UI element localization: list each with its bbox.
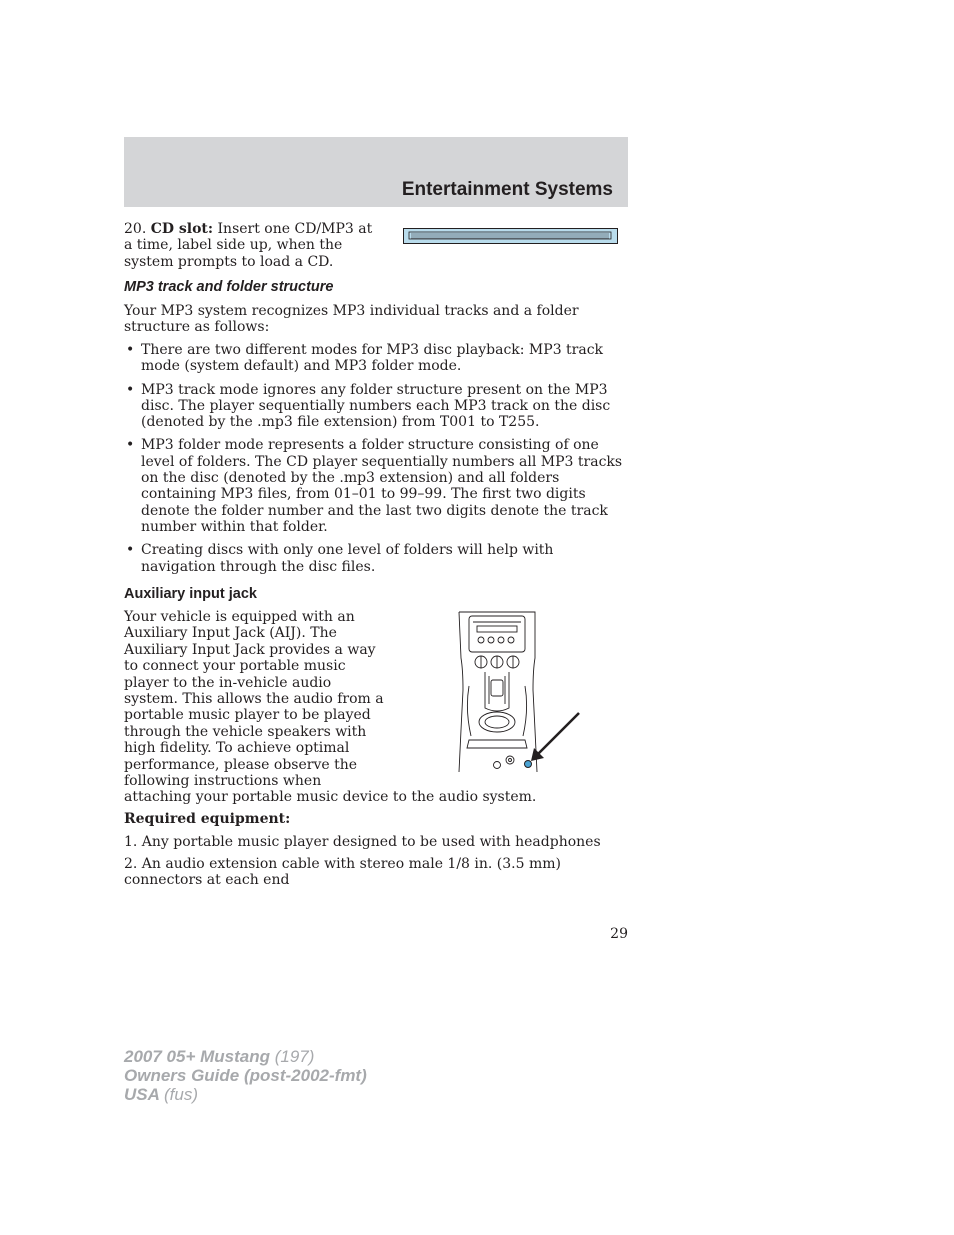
list-item: 2. An audio extension cable with stereo male 1/8 in. (3.5 mm) connectors at each end [124,856,562,889]
center-console-illustration [455,610,585,775]
section-title: Entertainment Systems [401,179,613,200]
footer-market-code: (fus) [164,1085,198,1104]
pointer-arrow-icon [531,713,579,761]
section-header-band [124,137,628,207]
mp3-section-heading: MP3 track and folder structure [124,279,334,295]
list-item: 1. Any portable music player designed to be used with headphones [124,834,601,850]
list-item-text: Creating discs with only one level of folders will help with navigation through the disc files. [141,542,554,575]
document-footer [124,1047,367,1104]
aux-paragraph: Your vehicle is equipped with an Auxiliary Input Jack (AIJ). The Auxiliary Input Jack provides a way to connect your portable music player to the in-vehicle audio system. This allows the audio from a portable music player to be played through the vehicle speakers with high fidelity. To achieve optimal performance, please observe the following instructions when [124,609,384,790]
footer-model-code: (197) [274,1047,315,1066]
footer-model: 2007 05+ Mustang [124,1047,270,1066]
required-equipment-label: Required equipment: [124,811,291,827]
cd-slot-text: Insert one CD/MP3 at a time, label side up, when the system prompts to load a CD. [124,221,373,270]
cd-slot-number: 20. [124,221,147,237]
cd-slot-description [124,221,379,270]
aux-jack-icon [525,761,532,768]
bullet-icon: • [126,381,135,398]
aux-section-heading: Auxiliary input jack [124,586,257,602]
list-item [124,542,630,575]
page-number: 29 [610,926,628,942]
list-item-text: MP3 track mode ignores any folder structure present on the MP3 disc. The player sequentially numbers each MP3 track on the disc (denoted by the .mp3 file extension) from T001 to T255. [141,381,611,431]
list-item [124,342,630,375]
mp3-intro-paragraph: Your MP3 system recognizes MP3 individual tracks and a folder structure as follows: [124,303,579,336]
footer-line-1 [124,1047,367,1066]
bullet-icon: • [126,542,135,559]
footer-line-3 [124,1085,367,1104]
aux-paragraph-continued: attaching your portable music device to the audio system. [124,789,537,805]
list-item [124,437,630,535]
cd-slot-illustration [403,228,618,244]
mp3-bullet-list [124,342,630,582]
list-item [124,382,630,431]
footer-market: USA [124,1085,160,1104]
list-item-text: There are two different modes for MP3 disc playback: MP3 track mode (system default) and MP3 folder mode. [141,342,604,375]
bullet-icon: • [126,342,135,358]
cd-slot-label: CD slot: [150,221,214,237]
footer-line-2: Owners Guide (post-2002-fmt) [124,1066,367,1085]
bullet-icon: • [126,437,135,454]
list-item-text: MP3 folder mode represents a folder structure consisting of one level of folders. The CD player sequentially numbers all MP3 tracks on the disc (denoted by the .mp3 extension) and all folders containing MP3 files, from 01–01 to 99–99. The first two digits denote the folder number and the last two digits denote the track number within that folder. [141,437,623,535]
